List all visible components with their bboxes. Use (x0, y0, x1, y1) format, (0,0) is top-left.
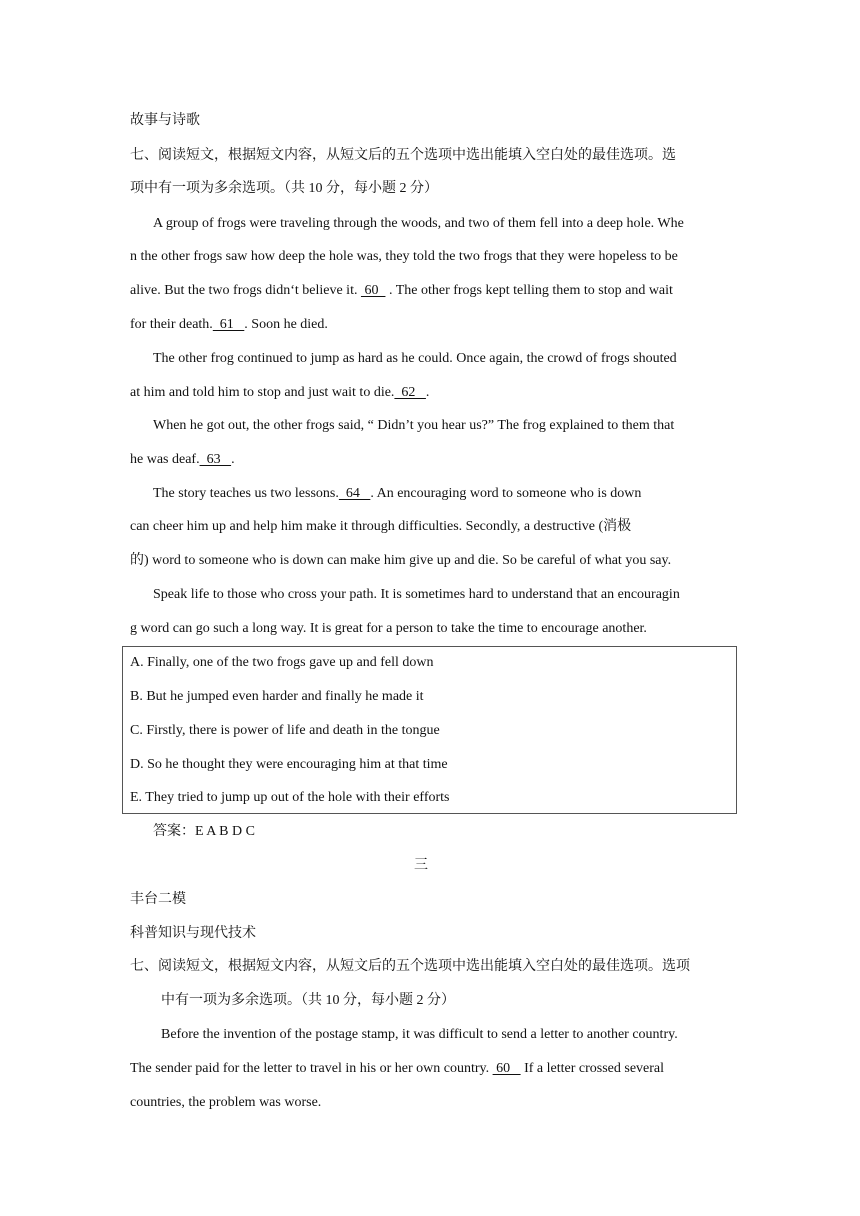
instruction-line-1: 七、阅读短文，根据短文内容，从短文后的五个选项中选出能填入空白处的最佳选项。选项 (130, 959, 690, 974)
text-segment: . (231, 452, 235, 467)
passage1-line-2: n the other frogs saw how deep the hole was, they told the two frogs that they were hopeless to be (130, 249, 678, 264)
passage4-line-2: can cheer him up and help him make it through difficulties. Secondly, a destructive (消极 (130, 519, 632, 534)
option-b: B. But he jumped even harder and finally he made it (130, 689, 424, 704)
passage3-line-2 (130, 451, 235, 469)
answer-key: 答案：E A B D C (153, 824, 255, 839)
text-segment: . An encouraging word to someone who is down (370, 486, 642, 501)
text-segment: The sender paid for the letter to travel in his or her own country. (130, 1061, 493, 1076)
source-label: 丰台二模 (130, 892, 186, 907)
option-d: D. So he thought they were encouraging him at that time (130, 757, 448, 772)
instruction-line-1: 七、阅读短文，根据短文内容，从短文后的五个选项中选出能填入空白处的最佳选项。选 (130, 148, 676, 163)
text-segment: If a letter crossed several (520, 1061, 665, 1076)
passage1-line-1: A group of frogs were traveling through the woods, and two of them fell into a deep hole. Whe (153, 216, 684, 231)
blank-64: 64 (338, 486, 371, 501)
passage4-line-1 (153, 485, 641, 503)
blank-61: 61 (212, 317, 245, 332)
passage2-line-1: The other frog continued to jump as hard as he could. Once again, the crowd of frogs shouted (153, 351, 677, 366)
instruction-line-2: 中有一项为多余选项。（共 10 分，每小题 2 分） (161, 993, 455, 1008)
section-category: 故事与诗歌 (130, 113, 200, 128)
instruction-line-2: 项中有一项为多余选项。（共 10 分，每小题 2 分） (130, 181, 438, 196)
blank-63: 63 (199, 452, 232, 467)
passage3-line-1: When he got out, the other frogs said, “ Didn’t you hear us?” The frog explained to them that (153, 418, 675, 433)
option-c: C. Firstly, there is power of life and death in the tongue (130, 723, 440, 738)
section-divider: 三 (414, 858, 428, 873)
text-segment: . (425, 385, 430, 400)
text-segment: at him and told him to stop and just wait to die. (130, 385, 395, 400)
option-e: E. They tried to jump up out of the hole with their efforts (130, 790, 450, 805)
blank-60: 60 (492, 1061, 521, 1076)
blank-62: 62 (394, 385, 426, 400)
passage4-line-3: 的) word to someone who is down can make him give up and die. So be careful of what you say. (130, 553, 672, 568)
text-segment: he was deaf. (130, 452, 200, 467)
passage5-line-2: g word can go such a long way. It is great for a person to take the time to encourage another. (130, 621, 647, 636)
passage5-line-1: Speak life to those who cross your path. It is sometimes hard to understand that an encouragin (153, 587, 680, 602)
option-a: A. Finally, one of the two frogs gave up and fell down (130, 655, 434, 670)
passage-line-1: Before the invention of the postage stamp, it was difficult to send a letter to another country. (161, 1027, 678, 1042)
text-segment: alive. But the two frogs didn‘t believe it. (130, 283, 361, 298)
passage1-line-4 (130, 316, 328, 334)
text-segment: . Soon he died. (244, 317, 328, 332)
blank-60: 60 (360, 283, 386, 298)
section-category: 科普知识与现代技术 (130, 926, 256, 941)
passage1-line-3 (130, 282, 673, 300)
text-segment: The story teaches us two lessons. (153, 486, 339, 501)
text-segment: for their death. (130, 317, 213, 332)
passage-line-3: countries, the problem was worse. (130, 1095, 322, 1110)
passage-line-2 (130, 1060, 664, 1078)
text-segment: . The other frogs kept telling them to stop and wait (385, 283, 673, 298)
passage2-line-2 (130, 384, 429, 402)
